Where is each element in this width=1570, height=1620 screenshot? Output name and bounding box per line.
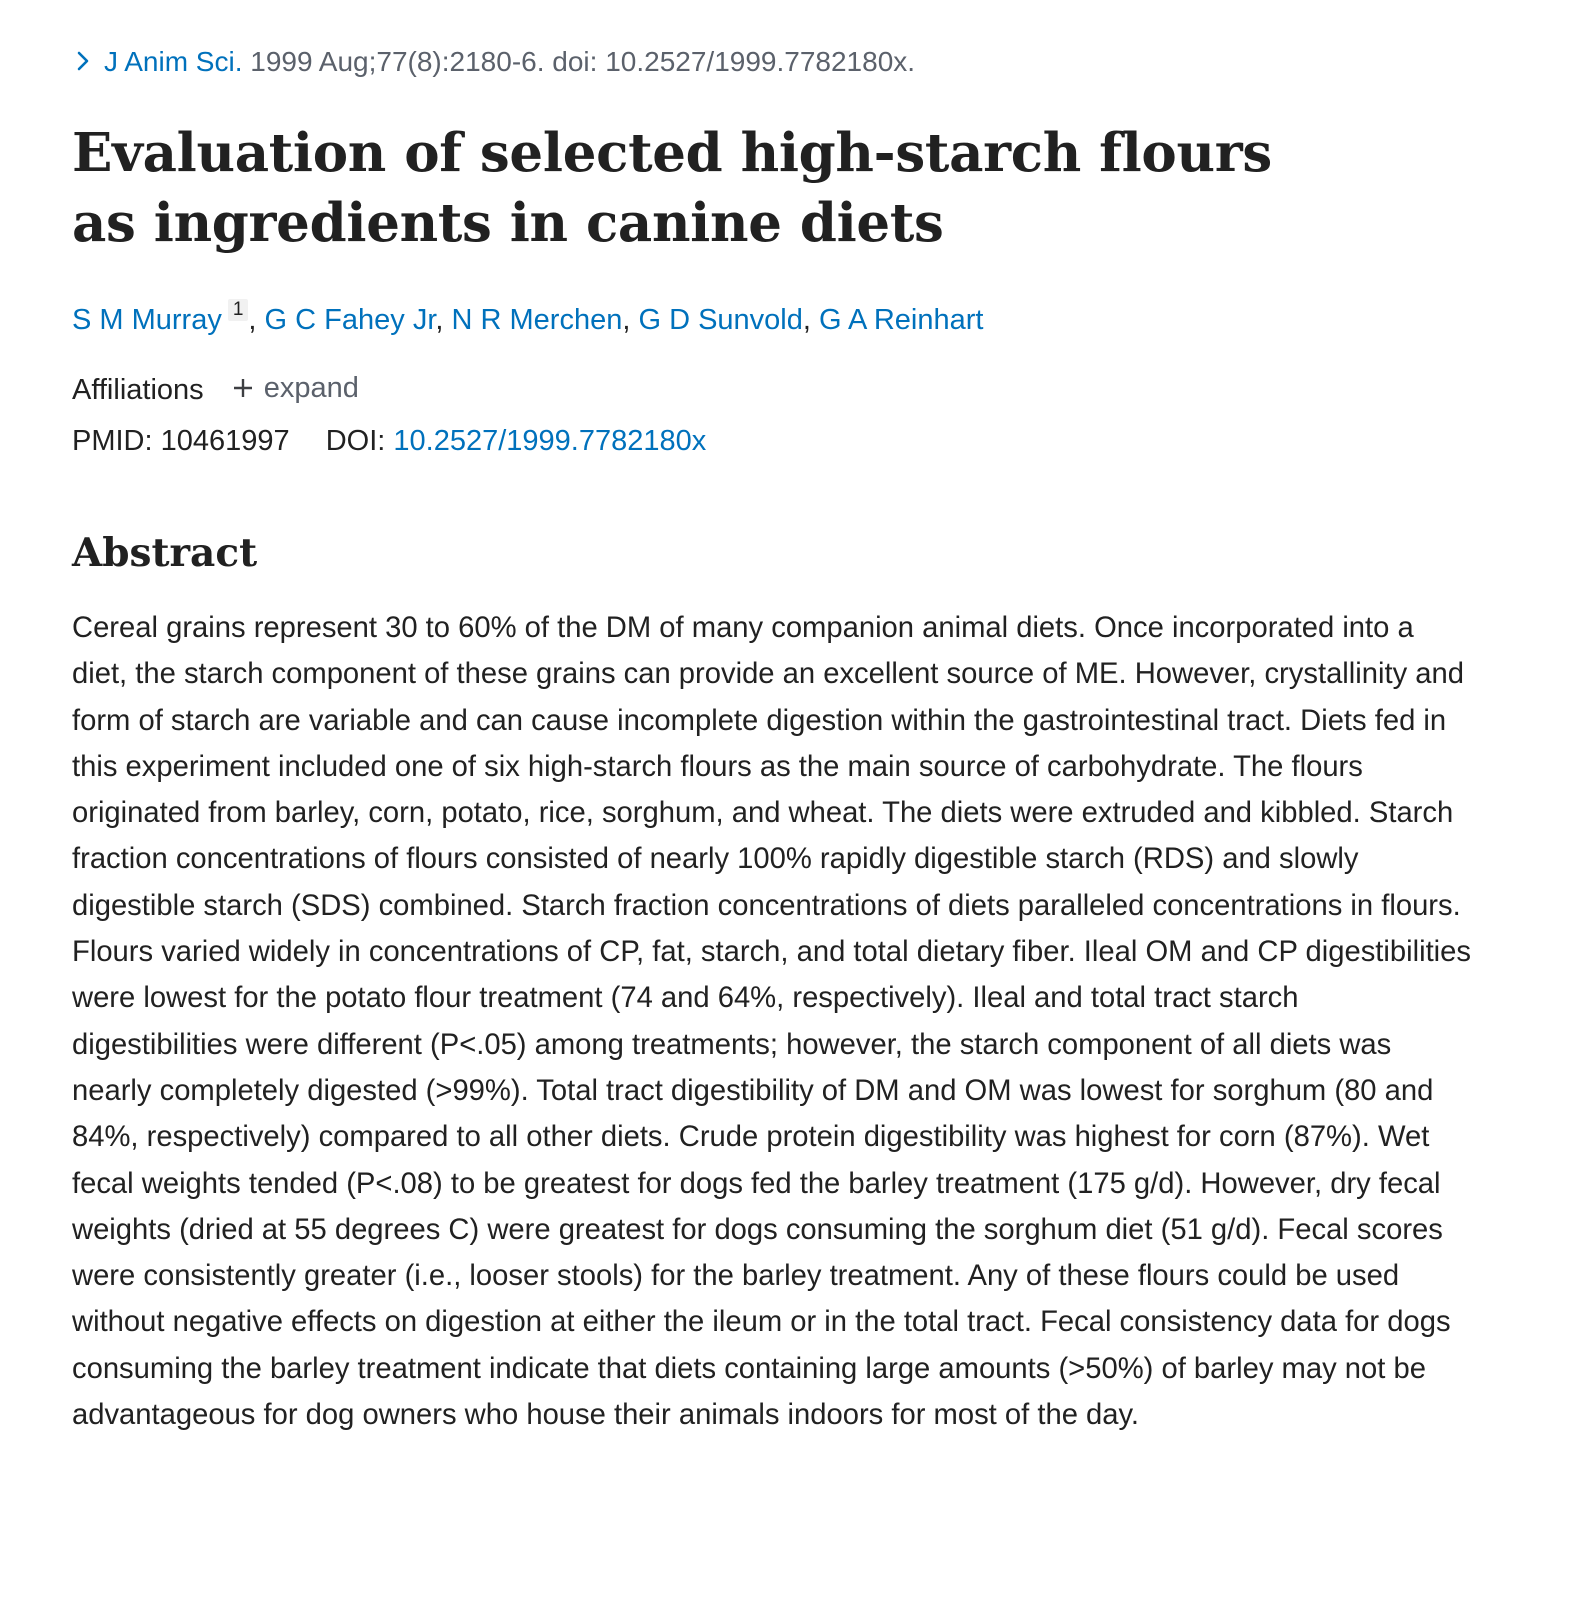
- pmid-label: PMID:: [72, 425, 153, 457]
- citation-details: 1999 Aug;77(8):2180-6. doi: 10.2527/1999.7782180x.: [250, 46, 916, 77]
- author-separator: ,: [802, 304, 819, 336]
- author-link[interactable]: G D Sunvold: [638, 304, 803, 336]
- article-title: Evaluation of selected high-starch flours as ingredients in canine diets: [72, 122, 1272, 254]
- pmid-value: 10461997: [160, 425, 290, 457]
- chevron-right-icon[interactable]: [72, 50, 94, 72]
- author-link[interactable]: N R Merchen: [451, 304, 623, 336]
- author-link[interactable]: G A Reinhart: [819, 304, 984, 336]
- affiliation-ref-badge[interactable]: 1: [228, 299, 249, 321]
- identifiers-row: [72, 421, 706, 461]
- abstract-text: Cereal grains represent 30 to 60% of the DM of many companion animal diets. Once incorporated into a diet, the starch component of these grains can provide an excellent source of ME. However, crystallinity and form of starch are variable and can cause incomplete digestion within the gastrointestinal tract. Diets fed in this experiment included one of six high-starch flours as the main source of carbohydrate. The flours originated from barley, corn, potato, rice, sorghum, and wheat. The diets were extruded and kibbled. Starch fraction concentrations of flours consisted of nearly 100% rapidly digestible starch (RDS) and slowly digestible starch (SDS) combined. Starch fraction concentrations of diets paralleled concentrations in flours. Flours varied widely in concentrations of CP, fat, starch, and total dietary fiber. Ileal OM and CP digestibilities were lowest for the potato flour treatment (74 and 64%, respectively). Ileal and total tract starch digestibilities were different (P<.05) among treatments; however, the starch component of all diets was nearly completely digested (>99%). Total tract digestibility of DM and OM was lowest for sorghum (80 and 84%, respectively) compared to all other diets. Crude protein digestibility was highest for corn (87%). Wet fecal weights tended (P<.08) to be greatest for dogs fed the barley treatment (175 g/d). However, dry fecal weights (dried at 55 degrees C) were greatest for dogs consuming the sorghum diet (51 g/d). Fecal scores were consistently greater (i.e., looser stools) for the barley treatment. Any of these flours could be used without negative effects on digestion at either the ileum or in the total tract. Fecal consistency data for dogs consuming the barley treatment indicate that diets containing large amounts (>50%) of barley may not be advantageous for dog owners who house their animals indoors for most of the day.: [72, 612, 1471, 1432]
- expand-label: expand: [263, 372, 359, 404]
- author-link[interactable]: G C Fahey Jr: [264, 304, 436, 336]
- journal-link[interactable]: J Anim Sci.: [104, 46, 243, 77]
- doi-label: DOI:: [325, 425, 386, 457]
- author-list: [72, 299, 983, 340]
- plus-icon: [232, 377, 254, 399]
- author-link[interactable]: S M Murray: [72, 304, 222, 336]
- author-separator: ,: [248, 304, 265, 336]
- author-separator: ,: [622, 304, 639, 336]
- abstract-heading: Abstract: [72, 530, 258, 576]
- author-separator: ,: [435, 304, 452, 336]
- doi-link[interactable]: 10.2527/1999.7782180x: [393, 425, 707, 457]
- affiliations-row: [72, 368, 359, 410]
- citation-line: [72, 44, 915, 80]
- affiliations-label: Affiliations: [72, 374, 204, 406]
- affiliations-expand-button[interactable]: [232, 368, 359, 408]
